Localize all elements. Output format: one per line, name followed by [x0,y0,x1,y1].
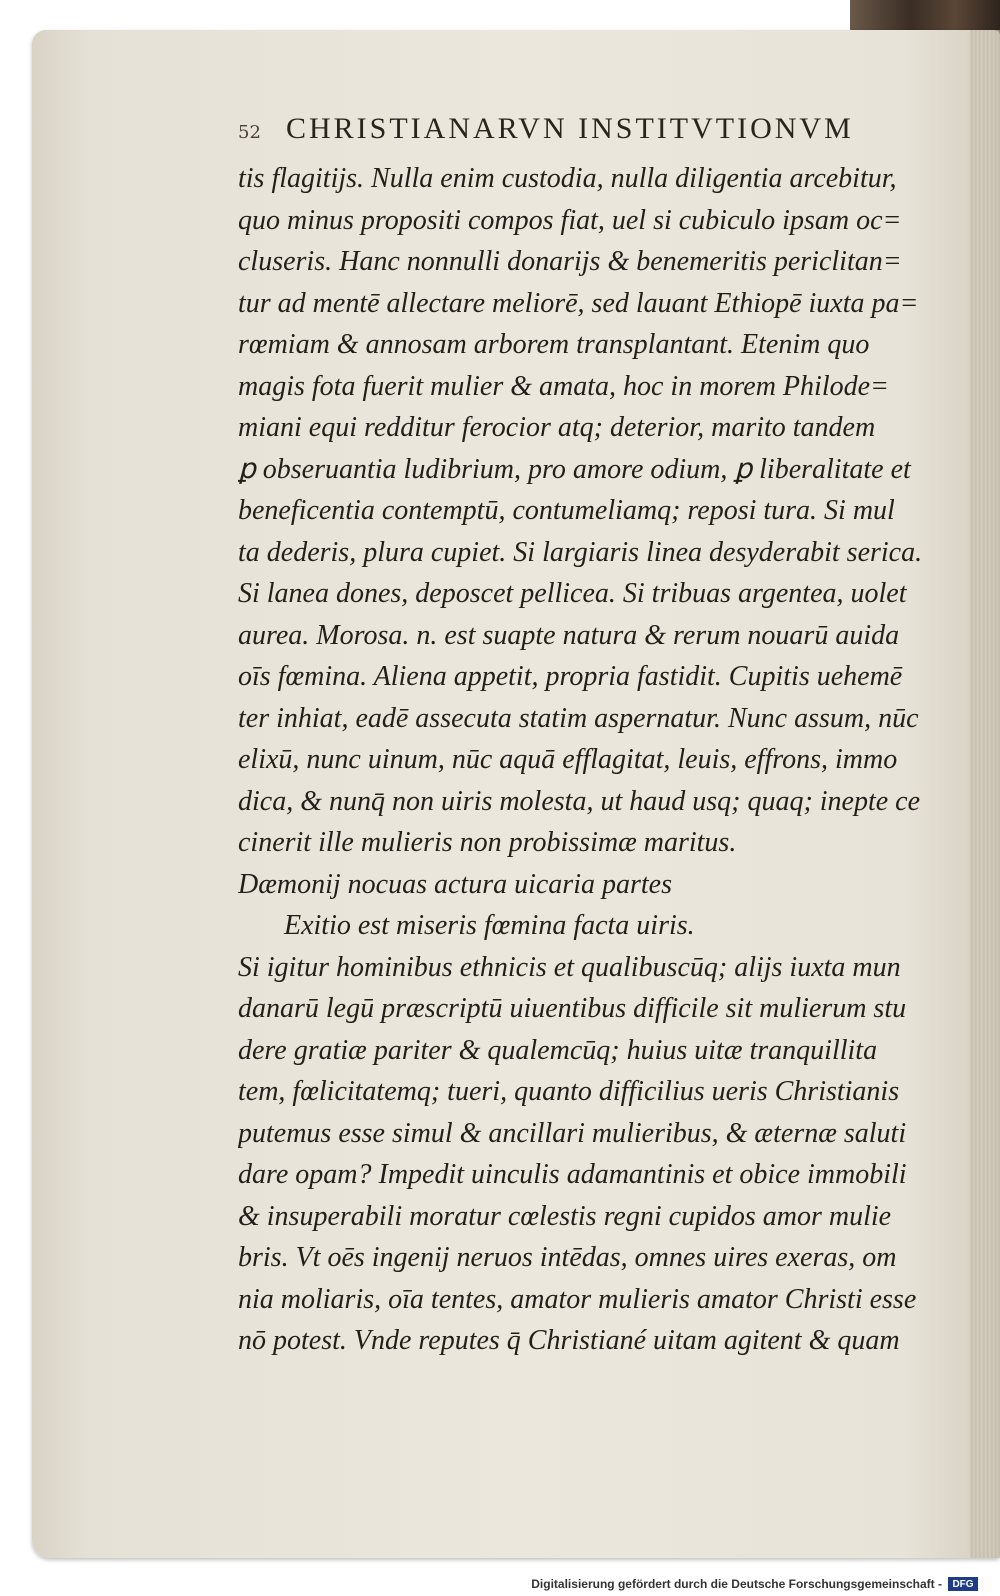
text-line: putemus esse simul & ancillari mulieribus, & æternæ saluti [238,1117,907,1149]
text-line: & insuperabili moratur cœlestis regni cupidos amor mulie [238,1200,892,1232]
page-header [238,112,888,152]
verse-line: Exitio est miseris fœmina facta uiris. [284,910,695,941]
dfg-logo: DFG [948,1577,978,1591]
text-line: bris. Vt oēs ingenij neruos intēdas, omnes uires exeras, om [238,1242,897,1273]
text-line: dare opam? Impedit uinculis adamantinis et obice immobili [238,1159,907,1190]
body-text [238,158,938,1362]
page-number: 52 [238,122,261,143]
text-line: tis flagitijs. Nulla enim custodia, nulla diligentia arcebitur, [238,163,897,194]
text-line: magis fota fuerit mulier & amata, hoc in morem Philode= [238,370,889,402]
text-line: quo minus propositi compos fiat, uel si cubiculo ipsam oc= [238,204,902,236]
text-line: miani equi redditur ferocior atq; deterior, marito tandem [238,412,876,443]
text-line: danarū legū præscriptū uiuentibus difficile sit mulierum stu [238,993,907,1024]
text-line: cinerit ille mulieris non probissimæ maritus. [238,827,737,858]
text-line: nia moliaris, oīa tentes, amator mulieris amator Christi esse [238,1283,917,1315]
text-line: ta dederis, plura cupiet. Si largiaris linea desyderabit serica. [238,536,923,568]
text-line: dica, & nunq̄ non uiris molesta, ut haud usq; quaq; inepte ce [238,785,921,817]
text-line: rœmiam & annosam arborem transplantant. Etenim quo [238,329,870,360]
text-line: aurea. Morosa. n. est suapte natura & rerum nouarū auida [238,619,900,651]
verse-line: Dæmonij nocuas actura uicaria partes [238,868,672,900]
page-edge [970,30,1000,1558]
funding-credit: Digitalisierung gefördert durch die Deutsche Forschungsgemeinschaft - [531,1577,942,1591]
text-line: beneficentia contemptū, contumeliamq; reposi tura. Si mul [238,495,895,526]
text-line: nō potest. Vnde reputes q̄ Christiané uitam agitent & quam [238,1325,900,1356]
text-line: cluseris. Hanc nonnulli donarijs & benemeritis periclitan= [238,246,902,277]
text-line: tur ad mentē allectare meliorē, sed lauant Ethiopē iuxta pa= [238,287,919,319]
text-line: oīs fœmina. Aliena appetit, propria fastidit. Cupitis uehemē [238,661,903,692]
text-line: ꝑ obseruantia ludibrium, pro amore odium, ꝑ liberalitate et [238,453,911,485]
text-line: elixū, nunc uinum, nūc aquā efflagitat, leuis, effrons, immo [238,744,898,775]
running-title: CHRISTIANARVN INSTITVTIONVM [286,112,854,145]
text-line: dere gratiæ pariter & qualemcūq; huius uitæ tranquillita [238,1034,878,1066]
text-line: Si lanea dones, deposcet pellicea. Si tribuas argentea, uolet [238,578,907,609]
text-line: tem, fœlicitatemq; tueri, quanto difficilius ueris Christianis [238,1076,900,1107]
digitization-footer [0,1572,1000,1596]
text-line: ter inhiat, eadē assecuta statim aspernatur. Nunc assum, nūc [238,702,919,734]
text-line: Si igitur hominibus ethnicis et qualibuscūq; alijs iuxta mun [238,951,901,983]
